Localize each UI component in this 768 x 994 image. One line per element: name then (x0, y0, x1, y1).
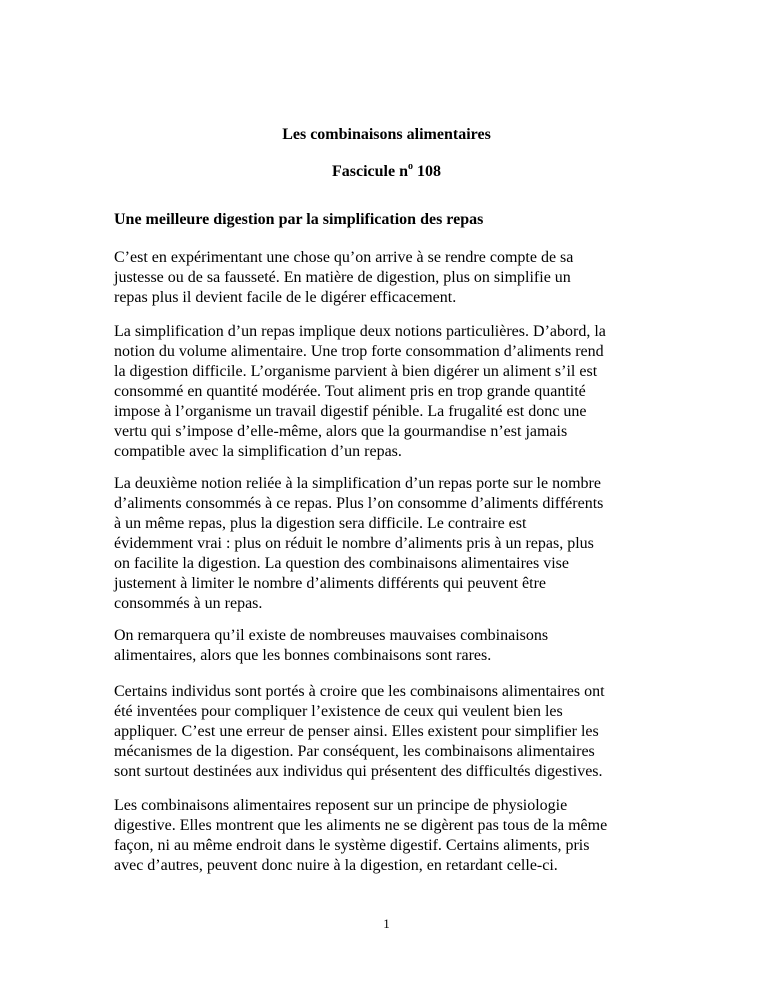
paragraph-line: appliquer. C’est une erreur de penser ainsi. Elles existent pour simplifier les (114, 723, 599, 740)
paragraph-3 (114, 474, 659, 614)
paragraph-line: justement à limiter le nombre d’aliments différents qui peuvent être (114, 575, 547, 592)
paragraph-line: compatible avec la simplification d’un repas. (114, 443, 402, 460)
paragraph-line: vertu qui s’impose d’elle-même, alors que la gourmandise n’est jamais (114, 423, 568, 440)
paragraph-line: repas plus il devient facile de le digérer efficacement. (114, 289, 457, 306)
paragraph-line: consommé en quantité modérée. Tout aliment pris en trop grande quantité (114, 383, 586, 400)
paragraph-1 (114, 248, 659, 308)
paragraph-line: La deuxième notion reliée à la simplification d’un repas porte sur le nombre (114, 475, 601, 492)
paragraph-line: évidemment vrai : plus on réduit le nombre d’aliments pris à un repas, plus (114, 535, 594, 552)
paragraph-line: On remarquera qu’il existe de nombreuses mauvaises combinaisons (114, 627, 549, 644)
paragraph-line: justesse ou de sa fausseté. En matière de digestion, plus on simplifie un (114, 269, 571, 286)
paragraph-line: on facilite la digestion. La question des combinaisons alimentaires vise (114, 555, 569, 572)
paragraph-line: impose à l’organisme un travail digestif pénible. La frugalité est donc une (114, 403, 587, 420)
paragraph-line: La simplification d’un repas implique deux notions particulières. D’abord, la (114, 323, 606, 340)
paragraph-line: avec d’autres, peuvent donc nuire à la digestion, en retardant celle-ci. (114, 857, 558, 874)
fascicule-number: 108 (417, 163, 441, 180)
fascicule-superscript: o (408, 161, 413, 172)
paragraph-line: C’est en expérimentant une chose qu’on arrive à se rendre compte de sa (114, 249, 574, 266)
paragraph-line: mécanismes de la digestion. Par conséquent, les combinaisons alimentaires (114, 743, 595, 760)
paragraph-line: à un même repas, plus la digestion sera difficile. Le contraire est (114, 515, 527, 532)
paragraph-line: été inventées pour compliquer l’existence de ceux qui veulent bien les (114, 703, 563, 720)
paragraph-line: Les combinaisons alimentaires reposent sur un principe de physiologie (114, 797, 568, 814)
paragraph-line: alimentaires, alors que les bonnes combinaisons sont rares. (114, 647, 492, 664)
paragraph-line: consommés à un repas. (114, 595, 263, 612)
paragraph-5 (114, 682, 659, 782)
paragraph-line: la digestion difficile. L’organisme parvient à bien digérer un aliment s’il est (114, 363, 598, 380)
paragraph-line: digestive. Elles montrent que les aliments ne se digèrent pas tous de la même (114, 817, 608, 834)
paragraph-line: sont surtout destinées aux individus qui présentent des difficultés digestives. (114, 763, 603, 780)
paragraph-line: Certains individus sont portés à croire que les combinaisons alimentaires ont (114, 683, 605, 700)
paragraph-line: façon, ni au même endroit dans le système digestif. Certains aliments, pris (114, 837, 590, 854)
paragraph-6 (114, 796, 659, 876)
paragraph-4 (114, 626, 659, 666)
paragraph-line: d’aliments consommés à ce repas. Plus l’on consomme d’aliments différents (114, 495, 604, 512)
fascicule-label (114, 162, 659, 184)
paragraph-line: notion du volume alimentaire. Une trop forte consommation d’aliments rend (114, 343, 604, 360)
page-number: 1 (383, 916, 390, 931)
fascicule-prefix: Fascicule n (332, 163, 408, 180)
document-title: Les combinaisons alimentaires (282, 126, 491, 143)
section-heading: Une meilleure digestion par la simplification des repas (114, 211, 484, 228)
paragraph-2 (114, 322, 659, 462)
